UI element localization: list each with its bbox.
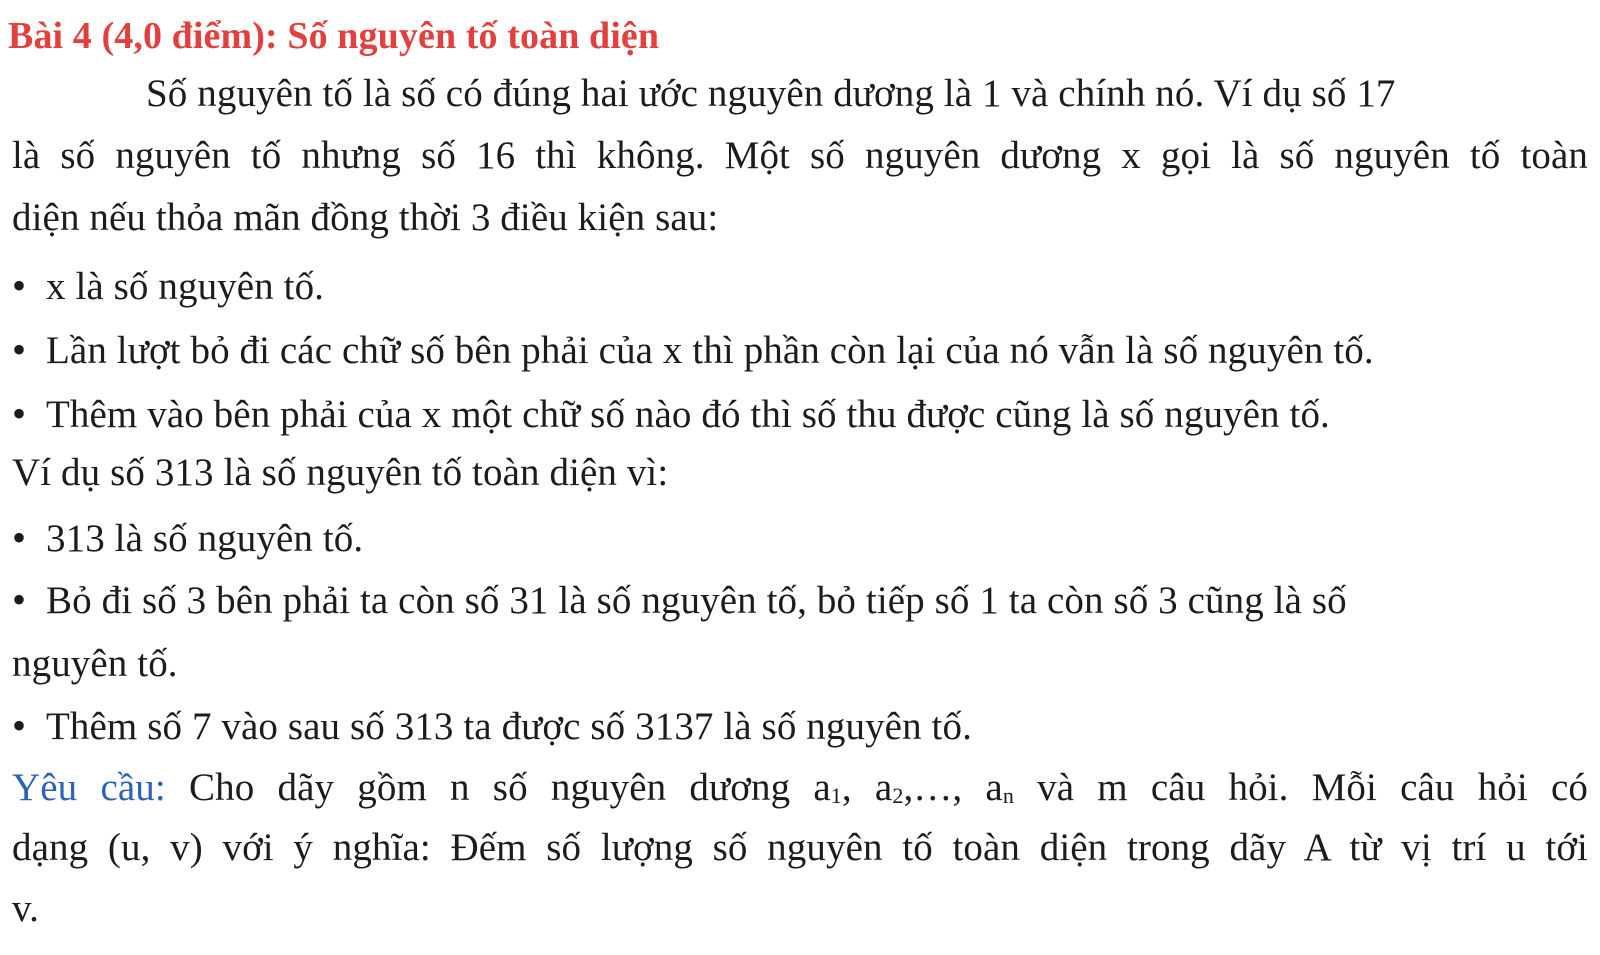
subscript-1: 1 bbox=[830, 783, 842, 808]
requirement-sep-2: ,…, a bbox=[903, 766, 1003, 809]
requirement-text: Cho dãy gồm n số nguyên dương a bbox=[188, 766, 831, 809]
intro-line-2: là số nguyên tố nhưng số 16 thì không. Một số nguyên dương x gọi là số nguyên tố toàn bbox=[12, 134, 1588, 177]
condition-item-1: • x là số nguyên tố. bbox=[12, 262, 324, 311]
requirement-line-3: v. bbox=[12, 887, 39, 930]
requirement-line-2: dạng (u, v) với ý nghĩa: Đếm số lượng số nguyên tố toàn diện trong dãy A từ vị trí u tới bbox=[12, 826, 1588, 869]
example-item-2: • Bỏ đi số 3 bên phải ta còn số 31 là số nguyên tố, bỏ tiếp số 1 ta còn số 3 cũng là số bbox=[12, 576, 1347, 625]
example-heading: Ví dụ số 313 là số nguyên tố toàn diện vì: bbox=[12, 451, 669, 494]
problem-title: Bài 4 (4,0 điểm): Số nguyên tố toàn diện bbox=[8, 15, 660, 57]
requirement-label: Yêu cầu: bbox=[12, 766, 166, 809]
example-item-1: • 313 là số nguyên tố. bbox=[12, 514, 363, 563]
subscript-n: n bbox=[1002, 783, 1014, 808]
intro-line-1: Số nguyên tố là số có đúng hai ước nguyên dương là 1 và chính nó. Ví dụ số 17 bbox=[146, 72, 1396, 115]
condition-item-3: • Thêm vào bên phải của x một chữ số nào đó thì số thu được cũng là số nguyên tố. bbox=[12, 390, 1330, 439]
requirement-sep-1: , a bbox=[841, 766, 893, 809]
intro-line-3: diện nếu thỏa mãn đồng thời 3 điều kiện sau: bbox=[12, 196, 719, 239]
condition-item-2: • Lần lượt bỏ đi các chữ số bên phải của x thì phần còn lại của nó vẫn là số nguyên tố. bbox=[12, 326, 1374, 375]
example-item-3: • Thêm số 7 vào sau số 313 ta được số 3137 là số nguyên tố. bbox=[12, 702, 972, 751]
requirement-line-1 bbox=[12, 764, 1588, 812]
subscript-2: 2 bbox=[892, 783, 904, 808]
requirement-tail: và m câu hỏi. Mỗi câu hỏi có bbox=[1013, 766, 1589, 809]
example-item-2-continued: nguyên tố. bbox=[12, 642, 178, 685]
